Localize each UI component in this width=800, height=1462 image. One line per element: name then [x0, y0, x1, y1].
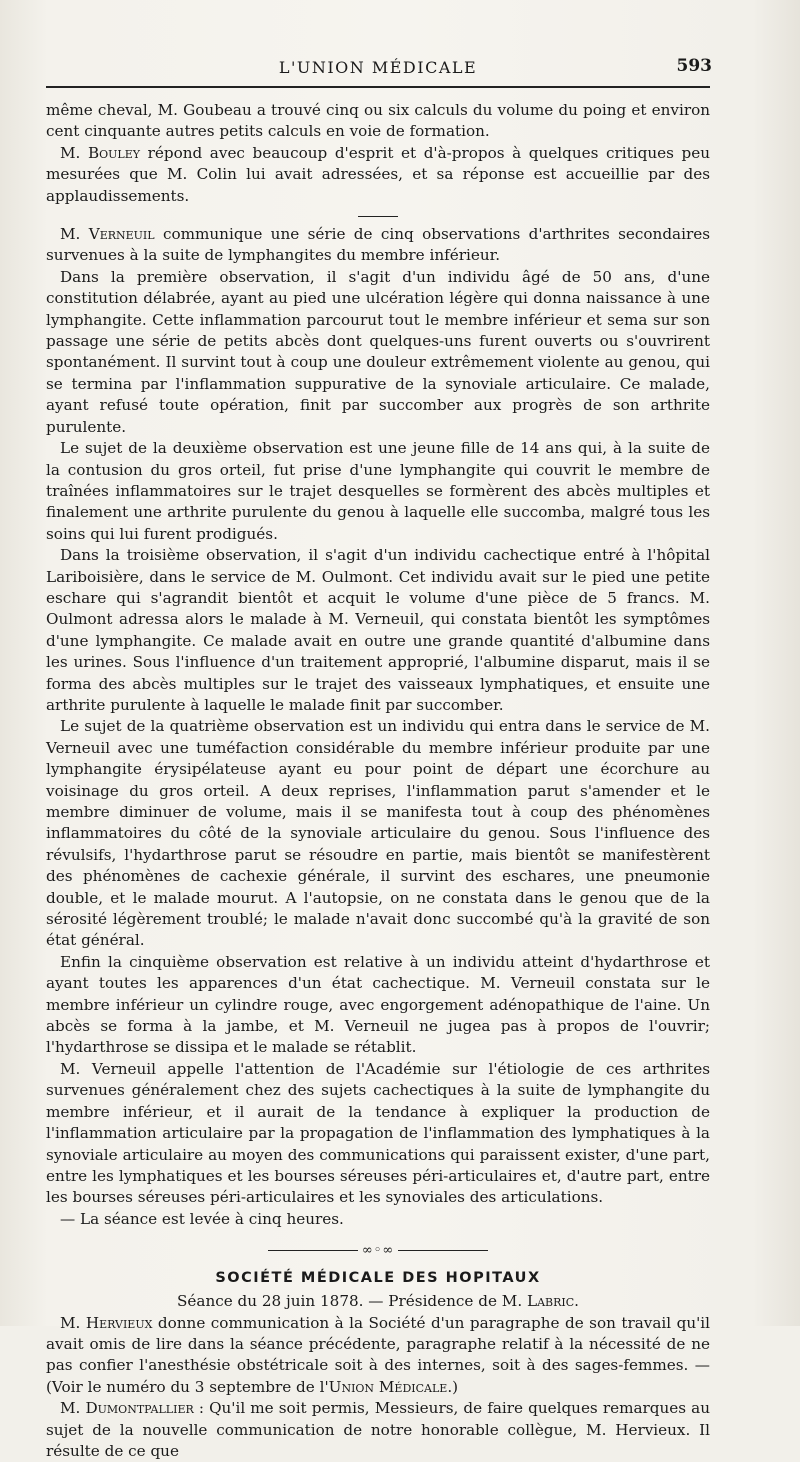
paragraph-observation-4: Le sujet de la quatrième observation est un individu qui entra dans le service de M. Verneuil avec une tuméfaction considérable du membre inférieur produite par une lymphangite érysipélateuse ayant eu pour point de départ une écorchure au voisinage du gros orteil. A deux reprises, l'inflammation parut s'amender et le membre diminuer de volume, mais il se manifesta tout à coup des phénomènes inflammatoires du côté de la synoviale articulaire du genou. Sous l'influence des révulsifs, l'hydarthrose parut se résoudre en partie, mais bientôt se manifestèrent des phénomènes de cachexie générale, il survint des eschares, une pneumonie double, et le malade mourut. A l'autopsie, on ne constata dans le genou que de la sérosité légèrement troublé; le malade n'avait donc succombé qu'à la gravité de son état général.: [46, 717, 710, 950]
header-rule: [46, 86, 710, 88]
speaker-name: M. Verneuil: [60, 225, 155, 244]
ornament-knot-icon: ∞◦∞: [361, 1243, 395, 1259]
paragraph-text: : Qu'il me soit permis, Messieurs, de faire quelques remarques au sujet de la nouvelle communication de notre honorable collègue, M. Hervieux. Il résulte de ce que: [46, 1399, 711, 1460]
ornament-line-left: [268, 1250, 358, 1251]
paragraph-text: donne communication à la Société d'un paragraphe de son travail qu'il avait omis de lire dans la séance précédente, paragraphe relatif à la nécessité de ne pas confier l'anesthésie obstétricale soit à des internes, soit à des sages-femmes. — (Voir le numéro du 3 septembre de l': [46, 1313, 710, 1396]
session-line: Séance du 28 juin 1878. — Présidence de M. Labric.: [177, 1292, 579, 1311]
paragraph-observation-2: Le sujet de la deuxième observation est une jeune fille de 14 ans qui, à la suite de la contusion du gros orteil, fut prise d'une lymphangite qui couvrit le membre de traînées inflammatoires sur le trajet desquelles se formèrent des abcès multiples et finalement une arthrite purulente du genou à laquelle elle succomba, malgré tous les soins qui lui furent prodigués.: [46, 439, 710, 543]
section-title: SOCIÉTÉ MÉDICALE DES HOPITAUX: [215, 1269, 541, 1286]
paragraph-verneuil-intro: [46, 224, 710, 267]
paragraph-bouley: [46, 143, 710, 207]
page-header: [46, 58, 710, 88]
paragraph-dumontpallier: [46, 1398, 710, 1462]
page-number: 593: [676, 56, 712, 76]
paragraph-text: communique une série de cinq observations d'arthrites secondaires survenues à la suite de lymphangites du membre inférieur.: [46, 225, 710, 265]
ornament-line-right: [398, 1250, 488, 1251]
section-ornament: [46, 1240, 710, 1262]
running-title: L'UNION MÉDICALE: [278, 58, 478, 77]
speaker-name: M. Bouley: [60, 143, 141, 162]
short-separator: [358, 216, 398, 217]
speaker-name: M. Hervieux: [60, 1313, 153, 1332]
journal-name: Union Médicale: [328, 1377, 448, 1396]
president-name: Labric: [527, 1292, 575, 1311]
paragraph-seance-levee: — La séance est levée à cinq heures.: [60, 1209, 344, 1228]
paragraph-goubeau: même cheval, M. Goubeau a trouvé cinq ou six calculs du volume du poing et environ cent cinquante autres petits calculs en voie de formation.: [46, 101, 710, 141]
article-body: [46, 100, 710, 1462]
paragraph-text: répond avec beaucoup d'esprit et d'à-propos à quelques critiques peu mesurées que M. Colin lui avait adressées, et sa réponse est accueillie par des applaudissements.: [46, 143, 710, 205]
paragraph-hervieux: M. Hervieux donne communication à la Société d'un paragraphe de son travail qu'il avait omis de lire dans la séance précédente, paragraphe relatif à la nécessité de ne pas confier l'anesthésie obstétricale soit à des internes, soit à des sages-femmes. — (Voir le numéro du 3 septembre de l'Union Médicale.): [46, 1313, 710, 1396]
paragraph-observation-3: Dans la troisième observation, il s'agit d'un individu cachectique entré à l'hôpital Lariboisière, dans le service de M. Oulmont. Cet individu avait sur le pied une petite eschare qui s'agrandit bientôt et acquit le volume d'une pièce de 5 francs. M. Oulmont adressa alors le malade à M. Verneuil, qui constata bientôt les symptômes d'une lymphangite. Ce malade avait en outre une grande quantité d'albumine dans les urines. Sous l'influence d'un traitement approprié, l'albumine disparut, mais il se forma des abcès multiples sur le trajet des vaisseaux lymphatiques, et ensuite une arthrite purulente à laquelle le malade finit par succomber.: [46, 546, 710, 714]
paragraph-observation-5: Enfin la cinquième observation est relative à un individu atteint d'hydarthrose et ayant toutes les apparences d'un état cachectique. M. Verneuil constata sur le membre inférieur un cylindre rouge, avec engorgement adénopathique de l'aine. Un abcès se forma à la jambe, et M. Verneuil ne jugea pas à propos de l'ouvrir; l'hydarthrose se dissipa et le malade se rétablit.: [46, 952, 710, 1057]
paragraph-observation-1: Dans la première observation, il s'agit d'un individu âgé de 50 ans, d'une constitution délabrée, ayant au pied une ulcération légère qui donna naissance à une lymphangite. Cette inflammation parcourut tout le membre inférieur et sema sur son passage une série de petits abcès dont quelques-uns furent ouverts ou s'ouvrirent spontanément. Il survint tout à coup une douleur extrêmement violente au genou, qui se termina par l'inflammation suppurative de la synoviale articulaire. Ce malade, ayant refusé toute opération, finit par succomber aux progrès de son arthrite purulente.: [46, 267, 710, 436]
paragraph-verneuil-conclusion: M. Verneuil appelle l'attention de l'Académie sur l'étiologie de ces arthrites survenues généralement chez des sujets cachectiques à la suite de lymphangite du membre inférieur, et il aurait de la tendance à expliquer la production de l'inflammation articulaire par la propagation de l'inflammation des lymphatiques à la synoviale articulaire au moyen des communications qui paraissent exister, d'une part, entre les lymphatiques et les bourses séreuses péri-articulaires et, d'autre part, entre les bourses séreuses péri-articulaires et les synoviales des articulations.: [46, 1059, 710, 1207]
speaker-name: M. Dumontpallier: [60, 1399, 194, 1418]
